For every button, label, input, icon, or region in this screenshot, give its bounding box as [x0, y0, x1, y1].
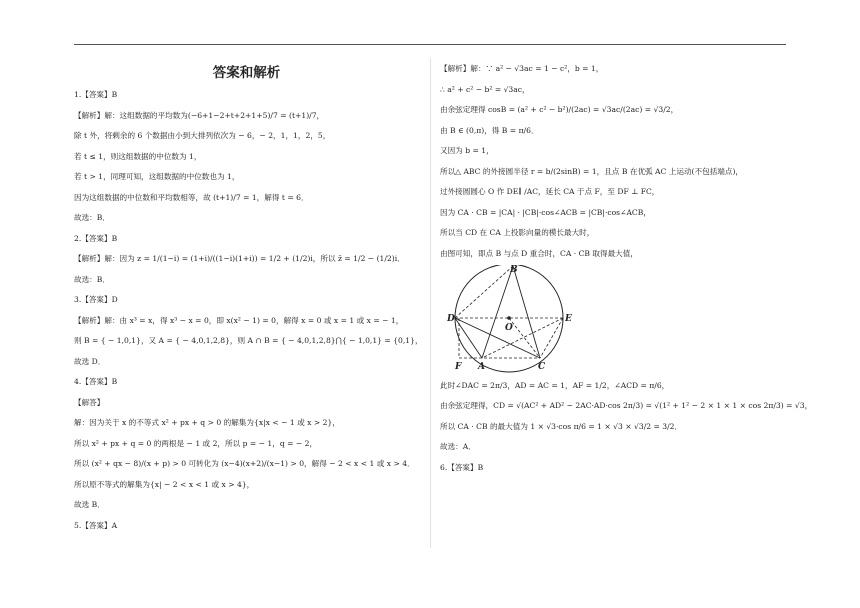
left-column	[74, 64, 423, 531]
text-line: 5.【答案】A	[74, 520, 118, 530]
text-line: 故选：B．	[74, 213, 110, 222]
text-line: 【解析】解：因为 z = 1/(1−i) = (1+i)/((1−i)(1+i)) = 1/2 + (1/2)i，所以 z̄ = 1/2 − (1/2)i．	[74, 254, 405, 263]
text-line: 故选 D．	[74, 356, 106, 366]
text-line: 故选：A．	[440, 442, 476, 451]
text-line: 所以 x² + px + q = 0 的两根是 − 1 或 2，所以 p = − 1，q = − 2，	[74, 438, 318, 448]
text-line: 所以当 CD 在 CA 上投影向量的模长最大时，	[440, 228, 595, 237]
text-line: 【解析】解：这组数据的平均数为(−6+1−2+t+2+1+5)/7 = (t+1)/7，	[74, 110, 325, 120]
line-gap	[74, 244, 419, 255]
line-gap	[440, 115, 780, 126]
text-line: 由 B ∈ (0,π)，得 B = π/6．	[440, 125, 539, 135]
line-gap	[440, 136, 780, 147]
page-title: 答案和解析	[212, 65, 281, 81]
line-gap	[74, 408, 419, 419]
text-line: 【解析】解：由 x³ = x，得 x³ − x = 0，即 x(x² − 1) = 0，解得 x = 0 或 x = 1 或 x = − 1，	[74, 315, 404, 325]
text-line: 因为这组数据的中位数和平均数相等，故 (t+1)/7 = 1，解得 t = 6．	[74, 192, 309, 202]
line-gap	[440, 156, 780, 167]
line-gap	[440, 197, 780, 208]
label-e: E	[565, 313, 572, 324]
line-gap	[74, 326, 419, 337]
line-gap	[440, 95, 780, 106]
right-lines-bottom	[440, 380, 813, 473]
text-line: 4.【答案】B	[74, 377, 118, 386]
line-gap	[74, 223, 419, 234]
line-gap	[74, 121, 419, 132]
label-c: C	[538, 361, 546, 372]
line-gap	[74, 264, 419, 275]
line-gap	[74, 203, 419, 214]
line-gap	[74, 346, 419, 357]
line-gap	[74, 367, 419, 378]
line-gap	[440, 432, 780, 443]
line-gap	[74, 100, 419, 111]
column-divider	[430, 58, 431, 548]
text-line: 由图可知，即点 B 与点 D 重合时，CA · CB 取得最大值，	[440, 248, 638, 258]
text-line: 【解析】解：∵ a² − √3ac = 1 − c²，b = 1，	[440, 64, 604, 73]
line-gap	[440, 238, 780, 249]
line-gap	[74, 490, 419, 501]
center-point	[507, 316, 511, 320]
label-o: O	[505, 322, 513, 333]
text-line: ∴ a² + c² − b² = √3ac，	[440, 84, 530, 94]
header-rule	[74, 44, 786, 45]
line-cb	[513, 266, 540, 358]
text-line: 因为 CA · CB = |CA| · |CB|·cos∠ACB = |CB|·cos∠ACB，	[440, 207, 651, 217]
text-line: 解：因为关于 x 的不等式 x² + px + q > 0 的解集为{x|x < − 1 或 x > 2}，	[74, 418, 340, 427]
text-line: 由余弦定理得 cosB = (a² + c² − b²)/(2ac) = √3ac/(2ac) = √3/2，	[440, 105, 679, 114]
line-gap	[74, 449, 419, 460]
text-line: 故选：B．	[74, 274, 110, 284]
text-line: 此时∠DAC = 2π/3，AD = AC = 1，AF = 1/2，∠ACD = π/6，	[440, 380, 670, 390]
line-gap	[74, 182, 419, 193]
text-line: 【解答】	[74, 397, 105, 407]
line-gap	[74, 469, 419, 480]
text-line: 若 t ≤ 1，则这组数据的中位数为 1，	[74, 151, 202, 161]
line-gap	[440, 411, 780, 422]
line-gap	[74, 387, 419, 398]
text-line: 所以 CA · CB 的最大值为 1 × √3·cos π/6 = 1 × √3 × √3/2 = 3/2．	[440, 421, 683, 431]
line-gap	[440, 177, 780, 188]
line-gap	[440, 74, 780, 85]
text-line: 若 t > 1，同理可知，这组数据的中位数也为 1，	[74, 172, 240, 181]
line-gap	[74, 285, 419, 296]
line-gap	[440, 452, 780, 463]
line-gap	[74, 141, 419, 152]
right-column	[440, 64, 813, 473]
line-gap	[74, 510, 419, 521]
text-line: 除 t 外，将剩余的 6 个数据由小到大排列依次为 − 6，− 2，1，1，2，5，	[74, 131, 331, 140]
line-gap	[74, 305, 419, 316]
line-gap	[74, 428, 419, 439]
label-d: D	[447, 313, 455, 324]
text-line: 所以△ ABC 的外接圆半径 r = b/(2sinB) = 1，且点 B 在优弧 AC 上运动(不包括端点)，	[440, 166, 744, 176]
text-line: 过外接圆圆心 O 作 DE∥ /AC，延长 CA 于点 F，至 DF ⊥ FC，	[440, 187, 660, 196]
line-gap	[440, 218, 780, 229]
circle-diagram	[440, 265, 590, 377]
right-lines-top	[440, 64, 780, 259]
text-line: 3.【答案】D	[74, 295, 118, 304]
line-dc	[455, 318, 540, 358]
text-line: 则 B = { − 1,0,1}，又 A = { − 4,0,1,2,8}，则 A ∩ B = { − 4,0,1,2,8}⋂{ − 1,0,1} = {0,1}，	[74, 336, 423, 345]
label-f: F	[455, 361, 462, 372]
label-b: B	[510, 264, 518, 275]
label-a: A	[478, 361, 485, 372]
text-line: 所以 (x² + qx − 8)/(x + p) > 0 可转化为 (x−4)(x+2)/(x−1) > 0，解得 − 2 < x < 1 或 x > 4．	[74, 459, 415, 468]
text-line: 6.【答案】B	[440, 462, 484, 472]
line-oc	[509, 318, 540, 358]
text-line: 又因为 b = 1，	[440, 146, 494, 155]
line-gap	[74, 162, 419, 173]
text-line: 1.【答案】B	[74, 90, 118, 99]
text-line: 所以原不等式的解集为{x| − 2 < x < 1 或 x > 4}，	[74, 479, 255, 489]
text-line: 2.【答案】B	[74, 233, 118, 243]
line-gap	[440, 391, 780, 402]
text-line: 故选 B．	[74, 500, 105, 509]
left-lines	[74, 90, 423, 531]
geometry-figure	[440, 265, 780, 377]
text-line: 由余弦定理得，CD = √(AC² + AD² − 2AC·AD·cos 2π/3) = √(1² + 1² − 2 × 1 × 1 × cos 2π/3) = √3，	[440, 401, 813, 410]
